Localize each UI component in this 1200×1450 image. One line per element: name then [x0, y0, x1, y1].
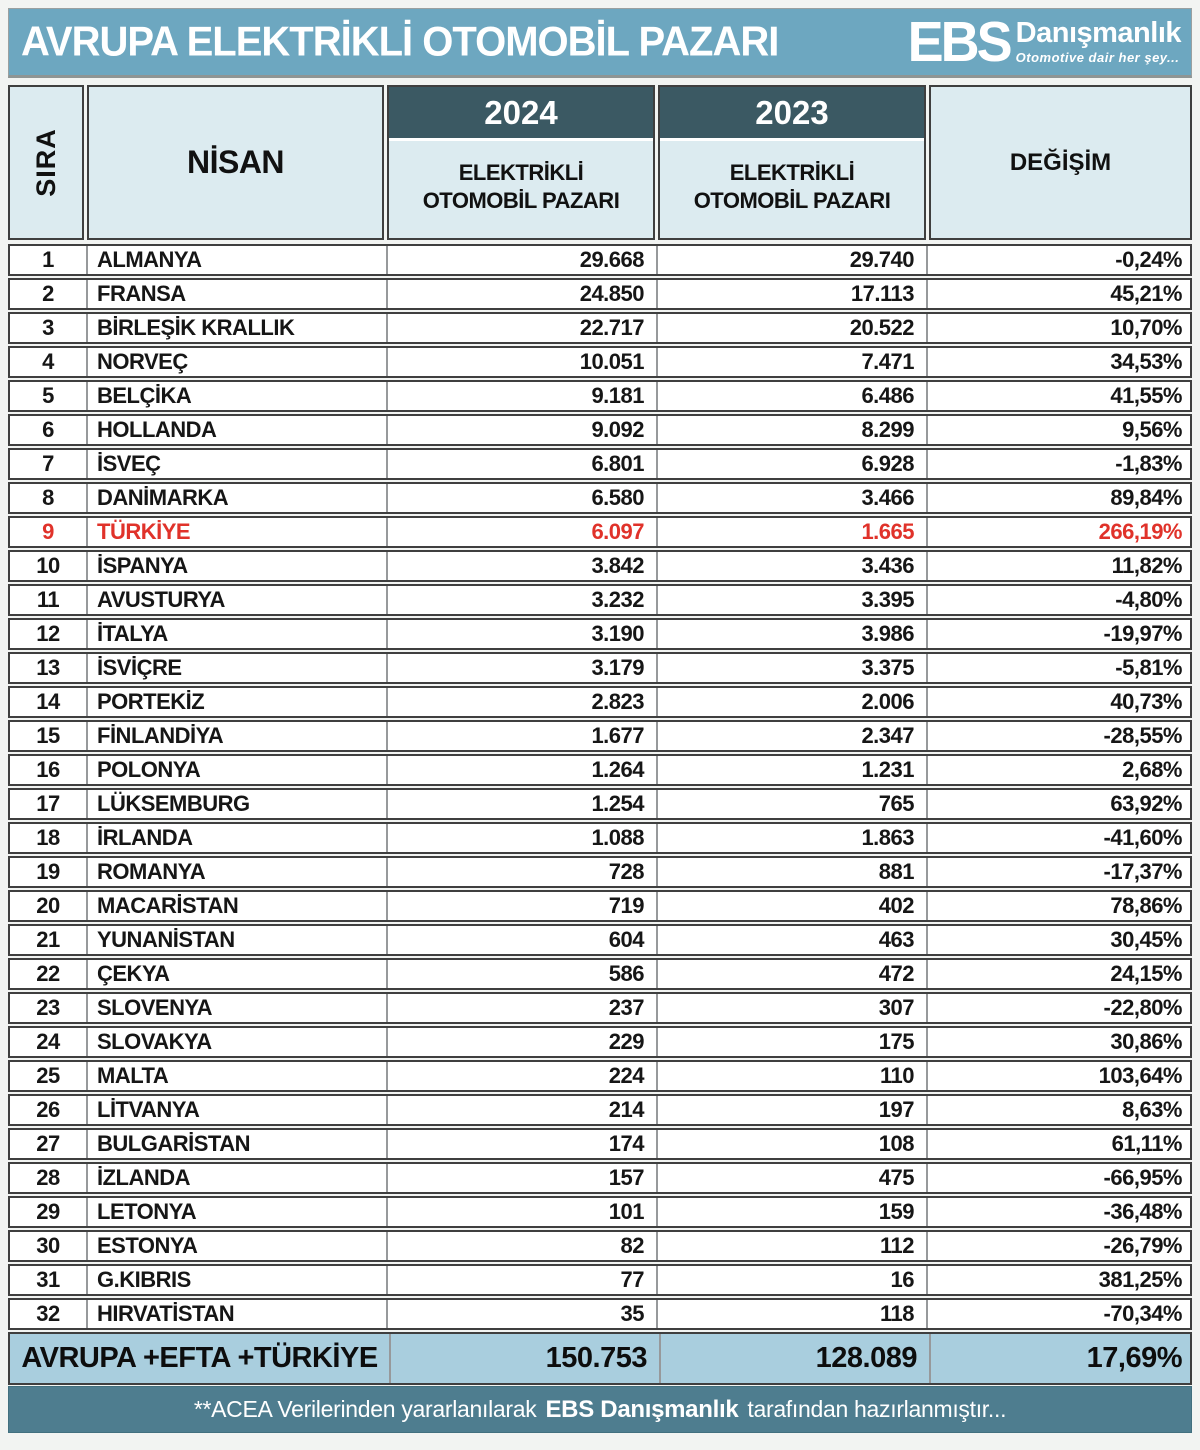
row-ev-2023: 1.231: [658, 756, 928, 784]
row-country: SLOVAKYA: [88, 1028, 388, 1056]
total-ev-2023: 128.089: [661, 1334, 931, 1383]
row-rank: 24: [10, 1028, 88, 1056]
row-ev-2024: 3.190: [388, 620, 658, 648]
row-change: 41,55%: [1110, 383, 1182, 408]
row-rank: 16: [10, 756, 88, 784]
row-rank: 4: [10, 348, 88, 376]
row-ev-2024: 6.580: [388, 484, 658, 512]
row-change: -28,55%: [1103, 723, 1182, 748]
row-country: İTALYA: [88, 620, 388, 648]
row-ev-2023: 175: [658, 1028, 928, 1056]
row-change: -19,97%: [1103, 621, 1182, 646]
row-ev-2024: 101: [388, 1198, 658, 1226]
row-rank: 20: [10, 892, 88, 920]
row-change: 8,63%: [1122, 1097, 1182, 1122]
row-ev-2023: 118: [658, 1300, 928, 1328]
row-rank: 10: [10, 552, 88, 580]
table-row: [8, 822, 1192, 854]
row-country: LETONYA: [88, 1198, 388, 1226]
row-rank: 30: [10, 1232, 88, 1260]
table-row: [8, 618, 1192, 650]
column-header-month: NİSAN: [87, 85, 384, 240]
table-row: [8, 312, 1192, 344]
logo-company-name: Danışmanlık: [1015, 17, 1181, 49]
row-change: -36,48%: [1103, 1199, 1182, 1224]
row-ev-2024: 1.254: [388, 790, 658, 818]
row-country: POLONYA: [88, 756, 388, 784]
row-country: NORVEÇ: [88, 348, 388, 376]
row-country: İSPANYA: [88, 552, 388, 580]
row-ev-2024: 77: [388, 1266, 658, 1294]
row-ev-2024: 82: [388, 1232, 658, 1260]
row-change: 11,82%: [1111, 553, 1182, 578]
row-rank: 28: [10, 1164, 88, 1192]
table-body: [8, 244, 1192, 1330]
row-country: LÜKSEMBURG: [88, 790, 388, 818]
row-ev-2024: 728: [388, 858, 658, 886]
row-ev-2023: 881: [658, 858, 928, 886]
row-country: DANİMARKA: [88, 484, 388, 512]
row-ev-2023: 29.740: [658, 246, 928, 274]
table-row: [8, 380, 1192, 412]
row-country: YUNANİSTAN: [88, 926, 388, 954]
row-ev-2023: 463: [658, 926, 928, 954]
row-ev-2023: 402: [658, 892, 928, 920]
table-row: [8, 1128, 1192, 1160]
row-change: -66,95%: [1103, 1165, 1182, 1190]
row-ev-2023: 112: [658, 1232, 928, 1260]
row-ev-2024: 10.051: [388, 348, 658, 376]
row-change: 9,56%: [1122, 417, 1182, 442]
row-ev-2024: 1.677: [388, 722, 658, 750]
year-2024-label: ELEKTRİKLİ OTOMOBİL PAZARI: [422, 160, 620, 213]
column-header-change: DEĞİŞİM: [929, 85, 1192, 240]
row-rank: 22: [10, 960, 88, 988]
logo-tagline: Otomotive dair her şey...: [1015, 50, 1180, 65]
row-rank: 18: [10, 824, 88, 852]
year-2024-band: 2024: [389, 87, 653, 141]
row-ev-2024: 229: [388, 1028, 658, 1056]
row-rank: 32: [10, 1300, 88, 1328]
row-rank: 29: [10, 1198, 88, 1226]
table-row: [8, 414, 1192, 446]
table-row: [8, 890, 1192, 922]
row-change: 10,70%: [1110, 315, 1182, 340]
row-country: G.KIBRIS: [88, 1266, 388, 1294]
row-rank: 5: [10, 382, 88, 410]
row-change: -17,37%: [1103, 859, 1182, 884]
row-change: -41,60%: [1103, 825, 1182, 850]
row-rank: 2: [10, 280, 88, 308]
total-ev-2024: 150.753: [391, 1334, 661, 1383]
row-change: -0,24%: [1115, 247, 1182, 272]
row-change: 63,92%: [1110, 791, 1182, 816]
row-ev-2023: 765: [658, 790, 928, 818]
total-label: AVRUPA +EFTA +TÜRKİYE: [10, 1334, 391, 1383]
row-rank: 19: [10, 858, 88, 886]
row-change: 266,19%: [1098, 519, 1182, 544]
row-change: -26,79%: [1103, 1233, 1182, 1258]
table-header: [8, 85, 1192, 240]
row-ev-2024: 22.717: [388, 314, 658, 342]
column-header-2023: [658, 85, 926, 240]
row-ev-2024: 1.088: [388, 824, 658, 852]
row-rank: 27: [10, 1130, 88, 1158]
ebs-logo: [907, 10, 1181, 74]
row-ev-2024: 3.842: [388, 552, 658, 580]
row-change: 40,73%: [1110, 689, 1182, 714]
row-ev-2024: 157: [388, 1164, 658, 1192]
row-country: BİRLEŞİK KRALLIK: [88, 314, 388, 342]
row-ev-2023: 20.522: [658, 314, 928, 342]
row-rank: 6: [10, 416, 88, 444]
footer-note: [8, 1386, 1192, 1433]
row-ev-2024: 24.850: [388, 280, 658, 308]
year-2023-label: ELEKTRİKLİ OTOMOBİL PAZARI: [693, 160, 891, 213]
total-row: [8, 1332, 1192, 1385]
table-row: [8, 856, 1192, 888]
table-row: [8, 1230, 1192, 1262]
row-ev-2023: 475: [658, 1164, 928, 1192]
row-change: 45,21%: [1110, 281, 1182, 306]
year-2023-band: 2023: [660, 87, 924, 141]
row-ev-2023: 108: [658, 1130, 928, 1158]
table-row: [8, 788, 1192, 820]
row-country: HIRVATİSTAN: [88, 1300, 388, 1328]
table-row: [8, 1026, 1192, 1058]
table-row: [8, 958, 1192, 990]
table-row: [8, 686, 1192, 718]
table-row: [8, 482, 1192, 514]
row-country: İZLANDA: [88, 1164, 388, 1192]
table-row: [8, 448, 1192, 480]
row-rank: 3: [10, 314, 88, 342]
row-ev-2024: 604: [388, 926, 658, 954]
row-ev-2023: 2.006: [658, 688, 928, 716]
row-ev-2024: 29.668: [388, 246, 658, 274]
row-change: -70,34%: [1103, 1301, 1182, 1326]
table-row: [8, 278, 1192, 310]
row-country: FİNLANDİYA: [88, 722, 388, 750]
table-row: [8, 1094, 1192, 1126]
row-ev-2024: 35: [388, 1300, 658, 1328]
row-ev-2023: 16: [658, 1266, 928, 1294]
row-change: -1,83%: [1115, 451, 1182, 476]
row-rank: 26: [10, 1096, 88, 1124]
row-ev-2023: 6.486: [658, 382, 928, 410]
row-ev-2024: 6.097: [388, 518, 658, 546]
row-ev-2024: 6.801: [388, 450, 658, 478]
row-rank: 13: [10, 654, 88, 682]
table-row: [8, 1298, 1192, 1330]
row-ev-2023: 3.436: [658, 552, 928, 580]
row-rank: 31: [10, 1266, 88, 1294]
row-ev-2024: 237: [388, 994, 658, 1022]
row-ev-2023: 1.665: [658, 518, 928, 546]
row-country: MALTA: [88, 1062, 388, 1090]
row-ev-2023: 1.863: [658, 824, 928, 852]
table-row: [8, 1196, 1192, 1228]
row-ev-2023: 17.113: [658, 280, 928, 308]
table-row: [8, 720, 1192, 752]
table-row: [8, 550, 1192, 582]
table-row: [8, 584, 1192, 616]
row-country: İSVEÇ: [88, 450, 388, 478]
row-country: ESTONYA: [88, 1232, 388, 1260]
row-change: 30,45%: [1110, 927, 1182, 952]
row-rank: 17: [10, 790, 88, 818]
row-ev-2024: 3.232: [388, 586, 658, 614]
row-ev-2023: 110: [658, 1062, 928, 1090]
row-country: İSVİÇRE: [88, 654, 388, 682]
row-change: -4,80%: [1115, 587, 1182, 612]
row-ev-2023: 3.395: [658, 586, 928, 614]
logo-ebs-mark: EBS: [907, 10, 1010, 74]
row-ev-2024: 224: [388, 1062, 658, 1090]
row-ev-2024: 9.092: [388, 416, 658, 444]
table-row: [8, 924, 1192, 956]
row-ev-2024: 1.264: [388, 756, 658, 784]
row-change: 78,86%: [1110, 893, 1182, 918]
row-ev-2024: 9.181: [388, 382, 658, 410]
row-ev-2023: 7.471: [658, 348, 928, 376]
row-ev-2023: 6.928: [658, 450, 928, 478]
row-change: 381,25%: [1098, 1267, 1182, 1292]
row-change: 24,15%: [1110, 961, 1182, 986]
table-row: [8, 516, 1192, 548]
row-country: ALMANYA: [88, 246, 388, 274]
total-change: 17,69%: [1086, 1342, 1182, 1374]
row-rank: 9: [10, 518, 88, 546]
row-country: HOLLANDA: [88, 416, 388, 444]
row-rank: 21: [10, 926, 88, 954]
footer-prefix: **ACEA Verilerinden yararlanılarak: [193, 1396, 537, 1422]
footer-suffix: tarafından hazırlanmıştır...: [747, 1396, 1007, 1422]
row-change: -22,80%: [1103, 995, 1182, 1020]
rank-header-label: SIRA: [30, 128, 61, 197]
table-row: [8, 346, 1192, 378]
row-ev-2023: 159: [658, 1198, 928, 1226]
row-rank: 12: [10, 620, 88, 648]
table-row: [8, 1264, 1192, 1296]
row-ev-2023: 307: [658, 994, 928, 1022]
row-country: LİTVANYA: [88, 1096, 388, 1124]
table-row: [8, 652, 1192, 684]
row-ev-2023: 3.466: [658, 484, 928, 512]
row-ev-2023: 472: [658, 960, 928, 988]
row-country: SLOVENYA: [88, 994, 388, 1022]
column-header-2024: [387, 85, 655, 240]
row-change: 61,11%: [1111, 1131, 1182, 1156]
table-row: [8, 1162, 1192, 1194]
row-rank: 11: [10, 586, 88, 614]
column-header-rank: [8, 85, 84, 240]
row-country: İRLANDA: [88, 824, 388, 852]
row-rank: 15: [10, 722, 88, 750]
row-ev-2023: 2.347: [658, 722, 928, 750]
row-rank: 1: [10, 246, 88, 274]
row-country: ROMANYA: [88, 858, 388, 886]
row-ev-2024: 214: [388, 1096, 658, 1124]
row-ev-2024: 3.179: [388, 654, 658, 682]
row-country: TÜRKİYE: [88, 518, 388, 546]
row-change: 89,84%: [1110, 485, 1182, 510]
row-ev-2024: 174: [388, 1130, 658, 1158]
row-country: AVUSTURYA: [88, 586, 388, 614]
row-country: ÇEKYA: [88, 960, 388, 988]
row-country: FRANSA: [88, 280, 388, 308]
row-ev-2023: 197: [658, 1096, 928, 1124]
row-country: BELÇİKA: [88, 382, 388, 410]
row-ev-2024: 586: [388, 960, 658, 988]
table-row: [8, 1060, 1192, 1092]
row-rank: 14: [10, 688, 88, 716]
row-ev-2024: 719: [388, 892, 658, 920]
footer-brand: EBS Danışmanlık: [545, 1395, 739, 1423]
table-row: [8, 754, 1192, 786]
row-change: -5,81%: [1115, 655, 1182, 680]
row-country: PORTEKİZ: [88, 688, 388, 716]
row-ev-2023: 3.986: [658, 620, 928, 648]
row-rank: 25: [10, 1062, 88, 1090]
table-row: [8, 992, 1192, 1024]
row-change: 103,64%: [1098, 1063, 1182, 1088]
row-country: MACARİSTAN: [88, 892, 388, 920]
table-row: [8, 244, 1192, 276]
row-change: 30,86%: [1110, 1029, 1182, 1054]
header-bar: [8, 8, 1192, 78]
row-rank: 23: [10, 994, 88, 1022]
page-title: AVRUPA ELEKTRİKLİ OTOMOBİL PAZARI: [21, 18, 779, 65]
row-ev-2023: 3.375: [658, 654, 928, 682]
row-change: 2,68%: [1122, 757, 1182, 782]
row-rank: 7: [10, 450, 88, 478]
row-ev-2023: 8.299: [658, 416, 928, 444]
row-change: 34,53%: [1110, 349, 1182, 374]
row-rank: 8: [10, 484, 88, 512]
row-country: BULGARİSTAN: [88, 1130, 388, 1158]
row-ev-2024: 2.823: [388, 688, 658, 716]
